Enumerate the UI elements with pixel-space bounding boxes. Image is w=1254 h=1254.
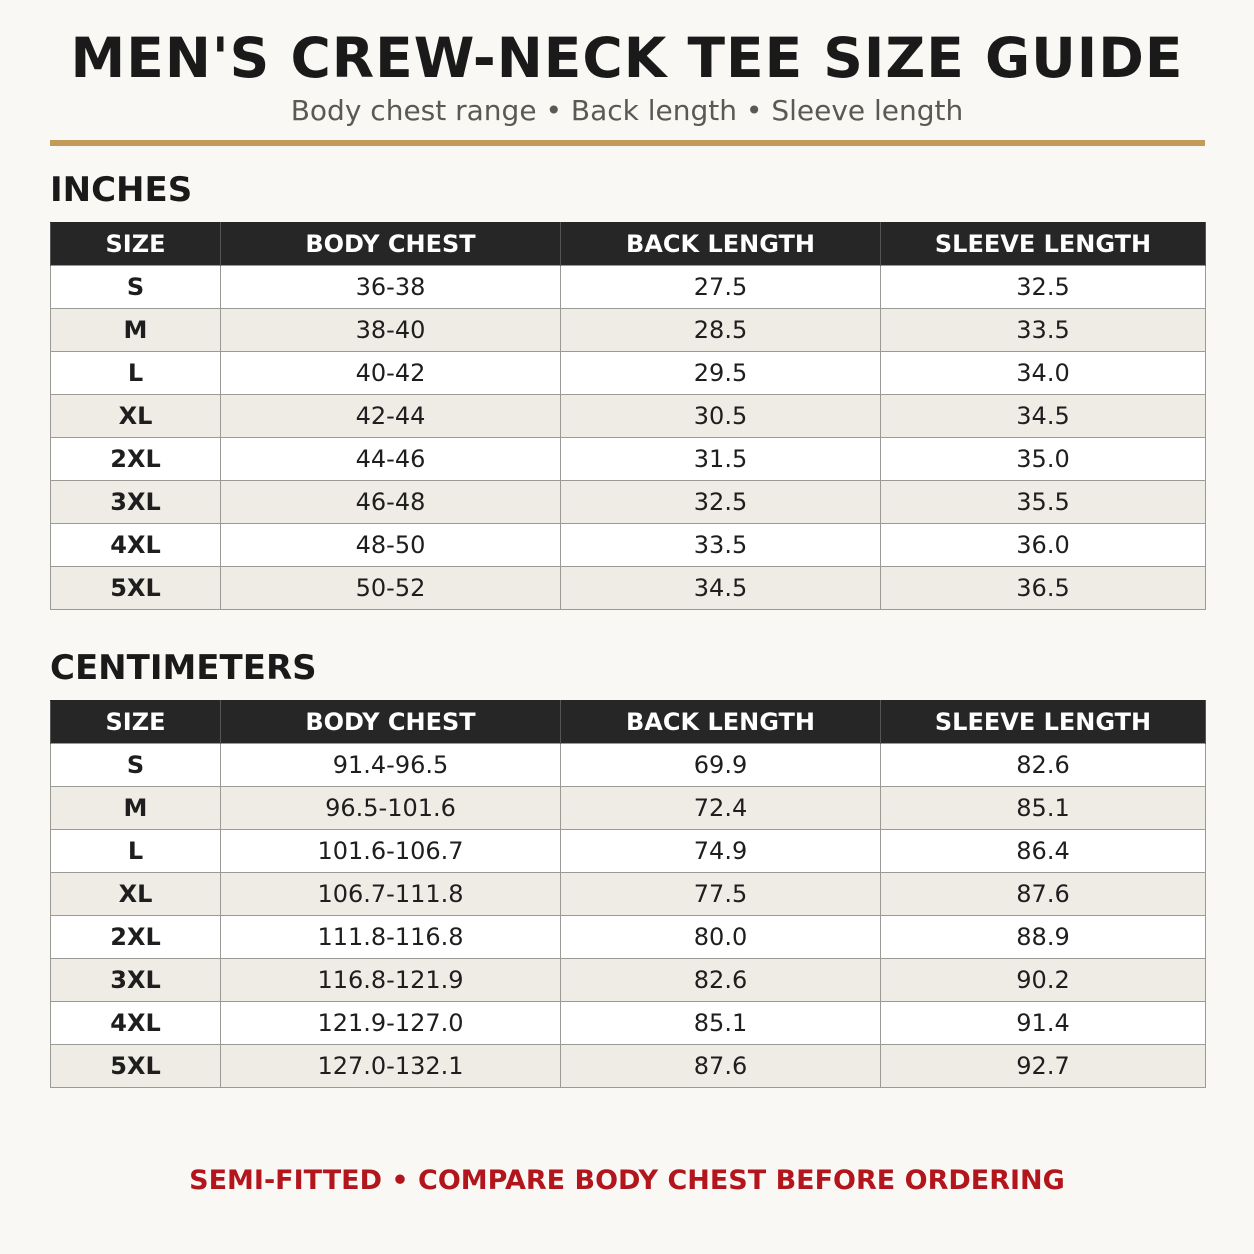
sleeve-length-cell: 33.5 bbox=[881, 309, 1206, 352]
body-chest-cell: 91.4-96.5 bbox=[221, 744, 561, 787]
size-cell: 5XL bbox=[51, 567, 221, 610]
size-cell: S bbox=[51, 744, 221, 787]
back-length-cell: 85.1 bbox=[561, 1002, 881, 1045]
sleeve-length-cell: 88.9 bbox=[881, 916, 1206, 959]
sleeve-length-cell: 35.5 bbox=[881, 481, 1206, 524]
back-length-cell: 31.5 bbox=[561, 438, 881, 481]
size-cell: L bbox=[51, 352, 221, 395]
back-length-cell: 69.9 bbox=[561, 744, 881, 787]
section-title-inches: INCHES bbox=[50, 170, 193, 210]
column-header-body-chest: BODY CHEST bbox=[221, 223, 561, 266]
size-cell: 5XL bbox=[51, 1045, 221, 1088]
back-length-cell: 34.5 bbox=[561, 567, 881, 610]
size-cell: S bbox=[51, 266, 221, 309]
sleeve-length-cell: 91.4 bbox=[881, 1002, 1206, 1045]
table-row bbox=[51, 830, 1206, 873]
table-row bbox=[51, 916, 1206, 959]
body-chest-cell: 36-38 bbox=[221, 266, 561, 309]
back-length-cell: 29.5 bbox=[561, 352, 881, 395]
body-chest-cell: 44-46 bbox=[221, 438, 561, 481]
fit-note: SEMI-FITTED • COMPARE BODY CHEST BEFORE ORDERING bbox=[189, 1165, 1065, 1196]
back-length-cell: 28.5 bbox=[561, 309, 881, 352]
table-row bbox=[51, 567, 1206, 610]
table-row bbox=[51, 524, 1206, 567]
size-cell: M bbox=[51, 309, 221, 352]
back-length-cell: 87.6 bbox=[561, 1045, 881, 1088]
size-cell: 2XL bbox=[51, 916, 221, 959]
body-chest-cell: 48-50 bbox=[221, 524, 561, 567]
table-row bbox=[51, 352, 1206, 395]
size-cell: XL bbox=[51, 395, 221, 438]
column-header-sleeve-length: SLEEVE LENGTH bbox=[881, 701, 1206, 744]
column-header-size: SIZE bbox=[51, 701, 221, 744]
table-row bbox=[51, 438, 1206, 481]
back-length-cell: 32.5 bbox=[561, 481, 881, 524]
size-cell: XL bbox=[51, 873, 221, 916]
table-row bbox=[51, 959, 1206, 1002]
size-cell: 4XL bbox=[51, 1002, 221, 1045]
body-chest-cell: 101.6-106.7 bbox=[221, 830, 561, 873]
body-chest-cell: 50-52 bbox=[221, 567, 561, 610]
sleeve-length-cell: 32.5 bbox=[881, 266, 1206, 309]
sleeve-length-cell: 82.6 bbox=[881, 744, 1206, 787]
body-chest-cell: 40-42 bbox=[221, 352, 561, 395]
size-cell: 3XL bbox=[51, 481, 221, 524]
back-length-cell: 30.5 bbox=[561, 395, 881, 438]
body-chest-cell: 121.9-127.0 bbox=[221, 1002, 561, 1045]
sleeve-length-cell: 86.4 bbox=[881, 830, 1206, 873]
table-row bbox=[51, 266, 1206, 309]
sleeve-length-cell: 92.7 bbox=[881, 1045, 1206, 1088]
page-subtitle: Body chest range • Back length • Sleeve length bbox=[290, 94, 964, 127]
sleeve-length-cell: 34.0 bbox=[881, 352, 1206, 395]
body-chest-cell: 38-40 bbox=[221, 309, 561, 352]
back-length-cell: 72.4 bbox=[561, 787, 881, 830]
column-header-size: SIZE bbox=[51, 223, 221, 266]
size-cell: 3XL bbox=[51, 959, 221, 1002]
page-title: MEN'S CREW-NECK TEE SIZE GUIDE bbox=[70, 26, 1184, 90]
sleeve-length-cell: 36.5 bbox=[881, 567, 1206, 610]
table-row bbox=[51, 395, 1206, 438]
back-length-cell: 77.5 bbox=[561, 873, 881, 916]
sleeve-length-cell: 87.6 bbox=[881, 873, 1206, 916]
size-cell: L bbox=[51, 830, 221, 873]
body-chest-cell: 96.5-101.6 bbox=[221, 787, 561, 830]
back-length-cell: 74.9 bbox=[561, 830, 881, 873]
back-length-cell: 82.6 bbox=[561, 959, 881, 1002]
body-chest-cell: 106.7-111.8 bbox=[221, 873, 561, 916]
body-chest-cell: 42-44 bbox=[221, 395, 561, 438]
body-chest-cell: 46-48 bbox=[221, 481, 561, 524]
sleeve-length-cell: 36.0 bbox=[881, 524, 1206, 567]
table-row bbox=[51, 873, 1206, 916]
table-header-row bbox=[51, 223, 1206, 266]
table-row bbox=[51, 744, 1206, 787]
column-header-body-chest: BODY CHEST bbox=[221, 701, 561, 744]
column-header-back-length: BACK LENGTH bbox=[561, 223, 881, 266]
table-row bbox=[51, 481, 1206, 524]
table-header-row bbox=[51, 701, 1206, 744]
sleeve-length-cell: 34.5 bbox=[881, 395, 1206, 438]
back-length-cell: 33.5 bbox=[561, 524, 881, 567]
size-cell: 4XL bbox=[51, 524, 221, 567]
back-length-cell: 80.0 bbox=[561, 916, 881, 959]
body-chest-cell: 111.8-116.8 bbox=[221, 916, 561, 959]
table-row bbox=[51, 1002, 1206, 1045]
body-chest-cell: 127.0-132.1 bbox=[221, 1045, 561, 1088]
sleeve-length-cell: 35.0 bbox=[881, 438, 1206, 481]
column-header-sleeve-length: SLEEVE LENGTH bbox=[881, 223, 1206, 266]
sleeve-length-cell: 85.1 bbox=[881, 787, 1206, 830]
size-cell: M bbox=[51, 787, 221, 830]
centimeters-size-table bbox=[50, 700, 1206, 1088]
table-row bbox=[51, 309, 1206, 352]
table-row bbox=[51, 787, 1206, 830]
table-row bbox=[51, 1045, 1206, 1088]
header-divider bbox=[50, 140, 1205, 146]
sleeve-length-cell: 90.2 bbox=[881, 959, 1206, 1002]
section-title-centimeters: CENTIMETERS bbox=[50, 648, 317, 688]
body-chest-cell: 116.8-121.9 bbox=[221, 959, 561, 1002]
inches-size-table bbox=[50, 222, 1206, 610]
column-header-back-length: BACK LENGTH bbox=[561, 701, 881, 744]
size-cell: 2XL bbox=[51, 438, 221, 481]
back-length-cell: 27.5 bbox=[561, 266, 881, 309]
